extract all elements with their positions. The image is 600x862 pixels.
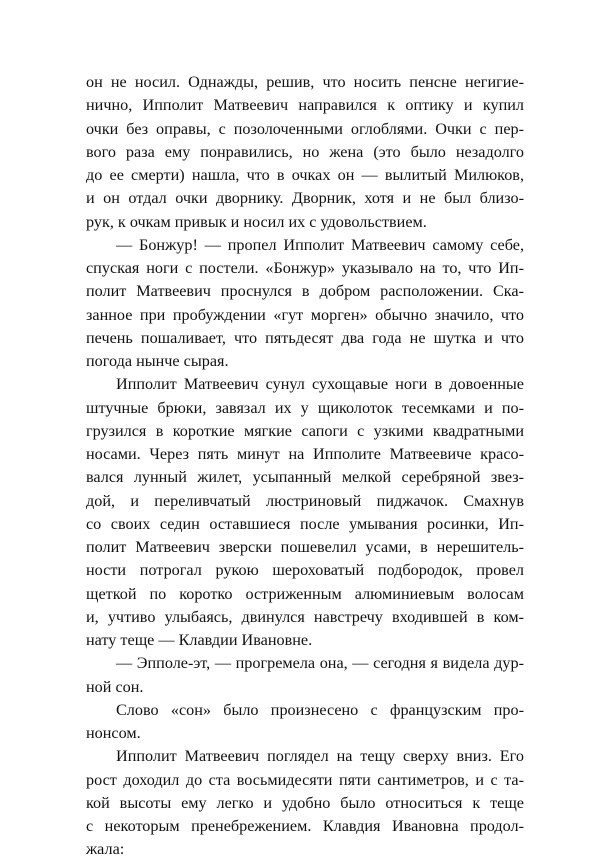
- text-line: и, учтиво улыбаясь, двинулся навстречу входившей в ком-: [86, 607, 524, 626]
- text-line: ной сон.: [86, 677, 144, 696]
- text-line: полит Матвеевич зверски пошевелил усами, в нерешитель-: [86, 538, 524, 556]
- text-line: Ипполит Матвеевич поглядел на тещу сверху вниз. Его: [116, 747, 524, 766]
- text-line: нату теще — Клавдии Ивановне.: [86, 631, 313, 649]
- text-line: занное при пробуждении «гут морген» обычно значило, что: [86, 305, 524, 324]
- text-line: и он отдал очки дворнику. Дворник, хотя и не был близо-: [86, 189, 524, 208]
- text-line: очки без оправы, с позолоченными оглоблями. Очки с пер-: [86, 119, 524, 138]
- text-line: — Бонжур! — пропел Ипполит Матвеевич самому себе,: [116, 235, 524, 254]
- text-line: печень пошаливает, что пятьдесят два года не шутка и что: [86, 328, 524, 347]
- text-line: грузился в короткие мягкие сапоги с узкими квадратными: [86, 421, 524, 440]
- text-line: дой, и переливчатый люстриновый пиджачок. Смахнув: [86, 491, 524, 510]
- text-line: рост доходил до ста восьмидесяти пяти сантиметров, и с та-: [86, 770, 524, 789]
- text-line: вого раза ему понравились, но жена (это было незадолго: [86, 142, 524, 161]
- text-line: до ее смерти) нашла, что в очках он — вылитый Милюков,: [86, 166, 524, 184]
- text-line: Ипполит Матвеевич сунул сухощавые ноги в довоенные: [116, 375, 524, 394]
- text-line: кой высоты ему легко и удобно было относиться к теще: [86, 793, 524, 812]
- text-line: нонсом.: [86, 724, 141, 742]
- text-line: вался лунный жилет, усыпанный мелкой серебряной звез-: [86, 468, 524, 487]
- text-line: штучные брюки, завязал их у щиколоток тесемками и по-: [86, 398, 524, 417]
- text-line: с некоторым пренебрежением. Клавдия Ивановна продол-: [86, 817, 524, 835]
- text-line: он не носил. Однажды, решив, что носить пенсне негигие-: [86, 73, 524, 91]
- text-line: нично, Ипполит Матвеевич направился к оптику и купил: [86, 96, 524, 115]
- text-line: жала:: [86, 840, 125, 859]
- text-line: рук, к очкам привык и носил их с удовольствием.: [86, 212, 427, 231]
- text-line: ности потрогал рукою шероховатый подбородок, провел: [86, 561, 524, 580]
- page-text: [86, 71, 524, 862]
- text-line: полит Матвеевич проснулся в добром расположении. Ска-: [86, 282, 524, 301]
- text-line: Слово «сон» было произнесено с французским про-: [116, 700, 524, 719]
- text-line: носами. Через пять минут на Ипполите Матвеевиче красо-: [86, 445, 524, 463]
- text-line: — Эпполе-эт, — прогремела она, — сегодня я видела дур-: [116, 654, 524, 673]
- text-line: со своих седин оставшиеся после умывания росинки, Ип-: [86, 514, 524, 533]
- text-line: погода нынче сырая.: [86, 352, 229, 370]
- text-line: спуская ноги с постели. «Бонжур» указывало на то, что Ип-: [86, 259, 524, 277]
- text-line: щеткой по коротко остриженным алюминиевым волосам: [86, 584, 524, 603]
